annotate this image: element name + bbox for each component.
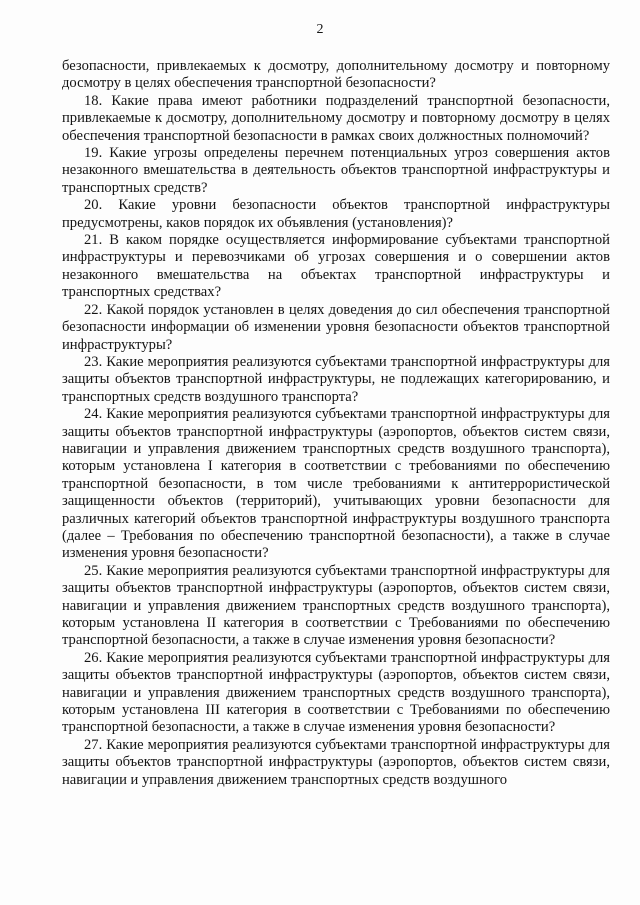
document-body [62,58,610,789]
question-18: 18. Какие права имеют работники подразделений транспортной безопасности, привлекаемые к досмотру, дополнительному досмотру и повторному досмотру в целях обеспечения транспортной безопасности в рамках своих должностных полномочий? [62,92,610,144]
question-25: 25. Какие мероприятия реализуются субъектами транспортной инфраструктуры для защиты объектов транспортной инфраструктуры (аэропортов, объектов систем связи, навигации и управления движением транспортных средств воздушного транспорта), которым установлена II категория в соответствии с Требованиями по обеспечению транспортной безопасности, а также в случае изменения уровня безопасности? [62,562,610,649]
question-23: 23. Какие мероприятия реализуются субъектами транспортной инфраструктуры для защиты объектов транспортной инфраструктуры, не подлежащих категорированию, и транспортных средств воздушного транспорта? [62,353,610,405]
paragraph-continuation: безопасности, привлекаемых к досмотру, дополнительному досмотру и повторному досмотру в целях обеспечения транспортной безопасности? [62,58,610,92]
question-21: 21. В каком порядке осуществляется информирование субъектами транспортной инфраструктуры и перевозчиками об угрозах совершения и о совершении актов незаконного вмешательства на объектах транспортной инфраструктуры и транспортных средствах? [62,232,610,301]
question-22: 22. Какой порядок установлен в целях доведения до сил обеспечения транспортной безопасности информации об изменении уровня безопасности объектов транспортной инфраструктуры? [62,301,610,353]
question-26: 26. Какие мероприятия реализуются субъектами транспортной инфраструктуры для защиты объектов транспортной инфраструктуры (аэропортов, объектов систем связи, навигации и управления движением транспортных средств воздушного транспорта), которым установлена III категория в соответствии с Требованиями по обеспечению транспортной безопасности, а также в случае изменения уровня безопасности? [62,649,610,736]
page-number: 2 [316,22,324,37]
question-24: 24. Какие мероприятия реализуются субъектами транспортной инфраструктуры для защиты объектов транспортной инфраструктуры (аэропортов, объектов систем связи, навигации и управления движением транспортных средств воздушного транспорта), которым установлена I категория в соответствии с требованиями по обеспечению транспортной безопасности, в том числе требованиями к антитеррористической защищенности объектов (территорий), учитывающих уровни безопасности для различных категорий объектов транспортной инфраструктуры воздушного транспорта (далее – Требования по обеспечению транспортной безопасности), а также в случае изменения уровня безопасности? [62,406,610,562]
question-27: 27. Какие мероприятия реализуются субъектами транспортной инфраструктуры для защиты объектов транспортной инфраструктуры (аэропортов, объектов систем связи, навигации и управления движением транспортных средств воздушного [62,736,610,788]
question-19: 19. Какие угрозы определены перечнем потенциальных угроз совершения актов незаконного вмешательства в деятельность объектов транспортной инфраструктуры и транспортных средств? [62,145,610,196]
question-20: 20. Какие уровни безопасности объектов транспортной инфраструктуры предусмотрены, каков порядок их объявления (установления)? [62,197,610,231]
